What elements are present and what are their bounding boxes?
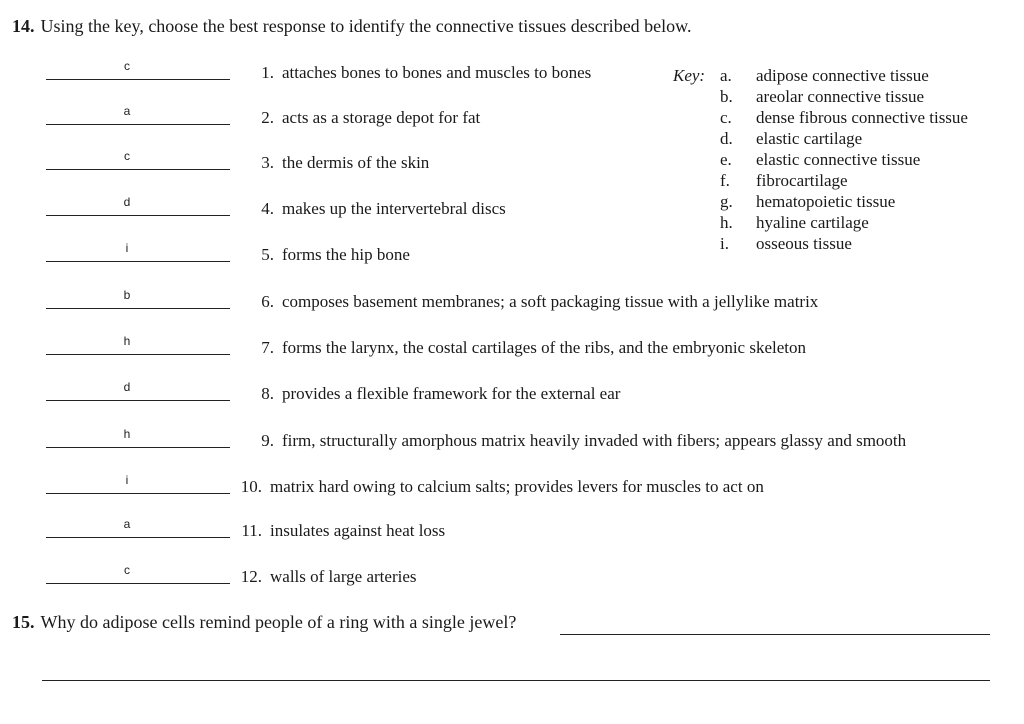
answer-line-2[interactable] — [46, 124, 230, 125]
item-text: firm, structurally amorphous matrix heavily invaded with fibers; appears glassy and smooth — [282, 431, 907, 450]
answer-value-3: c — [124, 149, 130, 163]
item-row-6 — [250, 292, 818, 312]
item-row-2 — [250, 108, 480, 128]
item-number: 4. — [261, 199, 274, 218]
key-text: elastic connective tissue — [756, 150, 921, 169]
item-number: 5. — [261, 245, 274, 264]
key-text: fibrocartilage — [756, 171, 848, 190]
answer-value-11: a — [123, 517, 131, 531]
item-text: matrix hard owing to calcium salts; provides levers for muscles to act on — [270, 477, 764, 496]
item-number: 8. — [261, 384, 274, 403]
key-letter: c. — [720, 108, 732, 127]
answer-15-line-2[interactable] — [42, 680, 990, 681]
item-row-4 — [250, 199, 506, 219]
key-text: hematopoietic tissue — [756, 192, 896, 211]
key-entry — [720, 149, 920, 170]
item-text: provides a flexible framework for the external ear — [282, 384, 621, 403]
answer-line-1[interactable] — [46, 79, 230, 80]
key-entry — [720, 107, 968, 128]
key-text: areolar connective tissue — [756, 87, 925, 106]
key-letter: b. — [720, 87, 733, 106]
item-row-9 — [250, 431, 906, 451]
answer-line-10[interactable] — [46, 493, 230, 494]
item-number: 3. — [261, 153, 274, 172]
answer-value-2: a — [123, 104, 131, 118]
key-entry — [720, 191, 895, 212]
item-number: 2. — [261, 108, 274, 127]
question-14-number: 14. — [12, 16, 35, 36]
key-entry — [720, 128, 862, 149]
answer-line-4[interactable] — [46, 215, 230, 216]
answer-value-8: d — [123, 380, 131, 394]
answer-value-9: h — [123, 427, 131, 441]
item-text: insulates against heat loss — [270, 521, 446, 540]
answer-value-12: c — [124, 563, 130, 577]
item-text: the dermis of the skin — [282, 153, 430, 172]
question-15-number: 15. — [12, 612, 35, 632]
key-letter: d. — [720, 129, 733, 148]
answer-value-4: d — [123, 195, 131, 209]
answer-line-11[interactable] — [46, 537, 230, 538]
answer-line-9[interactable] — [46, 447, 230, 448]
key-entry — [720, 65, 929, 86]
item-row-12 — [238, 567, 416, 587]
answer-line-5[interactable] — [46, 261, 230, 262]
item-row-1 — [250, 63, 591, 83]
item-row-11 — [238, 521, 445, 541]
item-text: attaches bones to bones and muscles to bones — [282, 63, 592, 82]
item-number: 10. — [240, 477, 262, 496]
item-text: walls of large arteries — [270, 567, 417, 586]
item-row-8 — [250, 384, 620, 404]
key-entry — [720, 170, 848, 191]
answer-line-8[interactable] — [46, 400, 230, 401]
key-text: hyaline cartilage — [756, 213, 869, 232]
item-row-5 — [250, 245, 410, 265]
answer-line-6[interactable] — [46, 308, 230, 309]
answer-line-12[interactable] — [46, 583, 230, 584]
key-text: elastic cartilage — [756, 129, 863, 148]
item-row-3 — [250, 153, 429, 173]
question-14-prompt: Using the key, choose the best response to identify the connective tissues described below. — [40, 16, 692, 36]
answer-value-5: i — [125, 241, 129, 255]
item-number: 1. — [261, 63, 274, 82]
key-label: Key: — [673, 66, 706, 85]
item-text: forms the larynx, the costal cartilages of the ribs, and the embryonic skeleton — [282, 338, 807, 357]
question-15-heading — [12, 612, 516, 633]
item-text: acts as a storage depot for fat — [282, 108, 481, 127]
answer-value-1: c — [124, 59, 130, 73]
key-letter: f. — [720, 171, 730, 190]
item-row-7 — [250, 338, 806, 358]
answer-15-line[interactable] — [560, 634, 990, 635]
key-text: osseous tissue — [756, 234, 852, 253]
item-row-10 — [238, 477, 764, 497]
answer-line-3[interactable] — [46, 169, 230, 170]
key-letter: h. — [720, 213, 733, 232]
key-entry — [720, 233, 852, 254]
key-text: dense fibrous connective tissue — [756, 108, 968, 127]
key-entry — [720, 212, 869, 233]
item-number: 6. — [261, 292, 274, 311]
item-text: composes basement membranes; a soft packaging tissue with a jellylike matrix — [282, 292, 819, 311]
answer-value-7: h — [123, 334, 131, 348]
item-number: 11. — [241, 521, 262, 540]
key-letter: a. — [720, 66, 732, 85]
item-text: makes up the intervertebral discs — [282, 199, 506, 218]
item-number: 7. — [261, 338, 274, 357]
item-text: forms the hip bone — [282, 245, 410, 264]
question-15-prompt: Why do adipose cells remind people of a ring with a single jewel? — [40, 612, 517, 632]
key-entry — [720, 86, 924, 107]
key-text: adipose connective tissue — [756, 66, 929, 85]
answer-line-7[interactable] — [46, 354, 230, 355]
item-number: 9. — [261, 431, 274, 450]
key-letter: e. — [720, 150, 732, 169]
item-number: 12. — [240, 567, 262, 586]
answer-value-10: i — [125, 473, 129, 487]
answer-value-6: b — [123, 288, 131, 302]
question-14-heading — [12, 16, 692, 37]
key-letter: i. — [720, 234, 729, 253]
key-letter: g. — [720, 192, 733, 211]
